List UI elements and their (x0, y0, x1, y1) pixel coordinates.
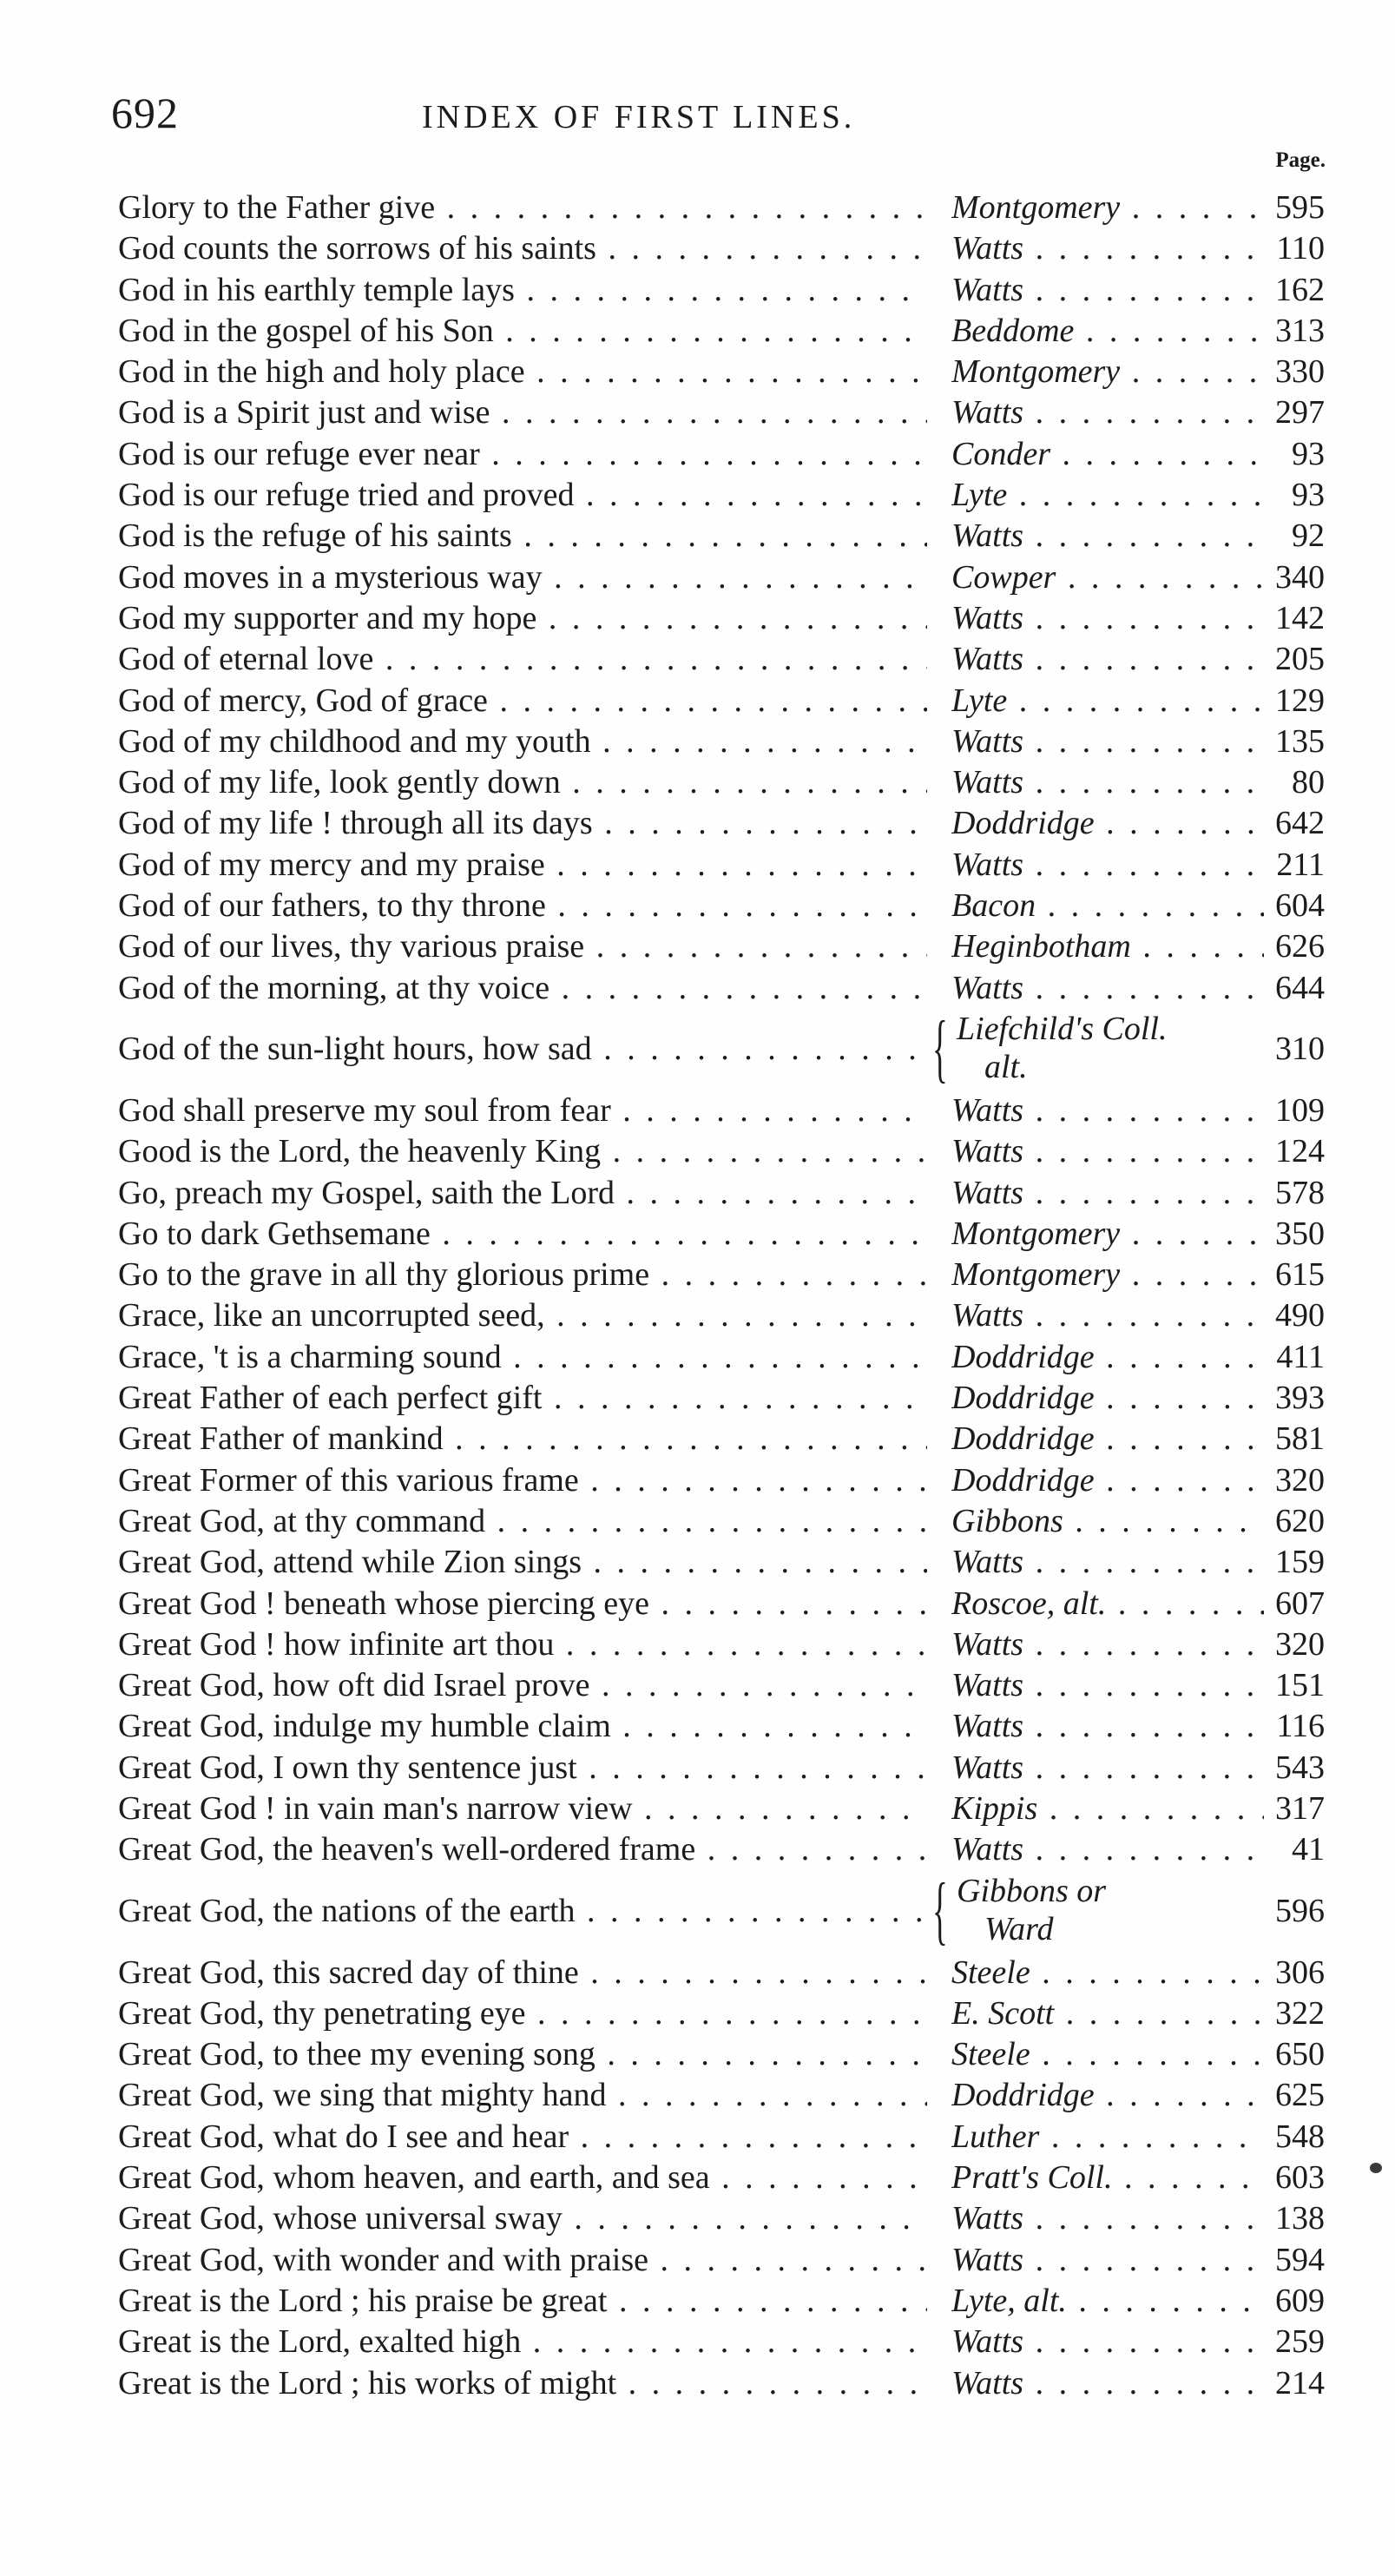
first-line-text: Great God, whom heaven, and earth, and sea . . . (118, 2158, 927, 2198)
index-entry (118, 516, 1325, 557)
first-line-text: God of my life, look gently down . . . (118, 762, 927, 803)
index-entries (118, 188, 1325, 2404)
page-reference: 116 (1276, 1708, 1325, 1745)
author-name: Luther . . . (951, 2117, 1264, 2158)
index-entry (118, 228, 1325, 269)
page-reference: 581 (1275, 1420, 1325, 1458)
page-reference: 211 (1276, 846, 1325, 883)
first-line-text: God in his earthly temple lays . . . (118, 270, 927, 311)
author-name: Montgomery . . . (951, 1255, 1264, 1295)
author-name: Doddridge . . . (951, 2075, 1264, 2116)
page-reference: 159 (1275, 1544, 1325, 1581)
page-column-label: Page. (1275, 148, 1326, 172)
first-line-text: God of my childhood and my youth . . . (118, 721, 927, 762)
page-reference: 297 (1275, 394, 1325, 432)
index-entry (118, 1953, 1325, 1993)
author-name: Watts . . . (951, 639, 1264, 680)
author-name: Doddridge . . . (951, 1460, 1264, 1501)
author-name: Watts . . . (951, 598, 1264, 639)
first-line-text: Great Former of this various frame . . . (118, 1460, 927, 1501)
index-entry (118, 1419, 1325, 1459)
author-name: Watts . . . (951, 968, 1264, 1009)
author-name: Lyte, alt. . . . (951, 2281, 1264, 2322)
page-reference: 41 (1292, 1831, 1325, 1868)
index-entry (118, 803, 1325, 844)
author-name: Lyte . . . (951, 475, 1264, 516)
index-entry (118, 1131, 1325, 1172)
index-entry (118, 762, 1325, 803)
index-entry (118, 1009, 1325, 1090)
author-name-line2: Ward (984, 1910, 1054, 1947)
author-name: Watts . . . (951, 2198, 1264, 2239)
page-reference: 644 (1275, 969, 1325, 1006)
index-entry (118, 1214, 1325, 1255)
index-entry (118, 557, 1325, 598)
page-reference: 142 (1275, 599, 1325, 636)
index-entry (118, 968, 1325, 1009)
page-reference: 259 (1275, 2323, 1325, 2361)
author-name: E. Scott . . . (951, 1993, 1264, 2034)
author-name: Pratt's Coll. . . . (951, 2158, 1264, 2198)
page-reference: 310 (1275, 1030, 1325, 1067)
page-reference: 594 (1275, 2241, 1325, 2278)
index-entry (118, 1789, 1325, 1829)
author-name: Doddridge . . . (951, 1337, 1264, 1378)
ink-spot (1370, 2163, 1382, 2173)
page-reference: 151 (1275, 1667, 1325, 1704)
page-reference: 317 (1275, 1789, 1325, 1827)
first-line-text: Great God ! beneath whose piercing eye . . . (118, 1584, 927, 1624)
author-name: Doddridge . . . (951, 803, 1264, 844)
author-name: Gibbons . . . (951, 1501, 1264, 1542)
index-entry (118, 352, 1325, 392)
page-reference: 322 (1275, 1994, 1325, 2032)
index-entry (118, 1378, 1325, 1419)
page-reference: 313 (1275, 312, 1325, 349)
page-reference: 138 (1275, 2200, 1325, 2237)
index-entry (118, 721, 1325, 762)
index-entry (118, 1624, 1325, 1665)
first-line-text: God moves in a mysterious way . . . (118, 557, 927, 598)
first-line-text: Great God, to thee my evening song . . . (118, 2034, 927, 2075)
first-line-text: God of eternal love . . . (118, 639, 927, 680)
first-line-text: God is the refuge of his saints . . . (118, 516, 927, 557)
index-entry (118, 1993, 1325, 2034)
first-line-text: Great God, we sing that mighty hand . . . (118, 2075, 927, 2116)
author-name: Beddome . . . (951, 311, 1264, 352)
page-reference: 650 (1275, 2036, 1325, 2073)
author-name: Conder . . . (951, 434, 1264, 475)
page-reference: 620 (1275, 1502, 1325, 1539)
index-entry (118, 2240, 1325, 2281)
index-entry (118, 639, 1325, 680)
author-name: Watts . . . (951, 721, 1264, 762)
author-name: Watts . . . (951, 1706, 1264, 1747)
index-entry (118, 598, 1325, 639)
author-name: Watts . . . (951, 1295, 1264, 1336)
first-line-text: Grace, like an uncorrupted seed, . . . (118, 1295, 927, 1336)
author-name: Watts . . . (951, 392, 1264, 433)
first-line-text: Great God, this sacred day of thine . . . (118, 1953, 927, 1993)
author-name: Watts . . . (951, 1665, 1264, 1706)
author-name: Watts . . . (951, 762, 1264, 803)
page-reference: 135 (1275, 722, 1325, 760)
first-line-text: Great God, with wonder and with praise . . . (118, 2240, 927, 2281)
author-name: Watts . . . (951, 2240, 1264, 2281)
brace-glyph: { (932, 1870, 948, 1953)
page-reference: 595 (1275, 189, 1325, 226)
author-name: Watts . . . (951, 845, 1264, 886)
index-entry (118, 2158, 1325, 2198)
author-name: Steele . . . (951, 1953, 1264, 1993)
first-line-text: God shall preserve my soul from fear . . . (118, 1090, 927, 1131)
first-line-text: Great God, indulge my humble claim . . . (118, 1706, 927, 1747)
index-entry (118, 1665, 1325, 1706)
author-name: Heginbotham . . . (951, 926, 1264, 967)
first-line-text: Great God, the heaven's well-ordered frame . . . (118, 1829, 927, 1870)
first-line-text: God is our refuge tried and proved . . . (118, 475, 927, 516)
author-name: Watts . . . (951, 2322, 1264, 2362)
page-reference: 162 (1275, 271, 1325, 308)
index-entry (118, 845, 1325, 886)
index-entry (118, 270, 1325, 311)
first-line-text: Great God, the nations of the earth . . . (118, 1891, 927, 1932)
author-name: Kippis . . . (951, 1789, 1264, 1829)
index-entry (118, 1706, 1325, 1747)
first-line-text: Great is the Lord, exalted high . . . (118, 2322, 927, 2362)
index-entry (118, 1829, 1325, 1870)
page-reference: 80 (1292, 764, 1325, 801)
first-line-text: God of our lives, thy various praise . . . (118, 926, 927, 967)
page-reference: 607 (1275, 1584, 1325, 1622)
author-name (932, 1009, 1262, 1090)
first-line-text: Good is the Lord, the heavenly King . . . (118, 1131, 927, 1172)
author-name (932, 1871, 1262, 1953)
index-entry (118, 681, 1325, 721)
running-title: INDEX OF FIRST LINES. (422, 99, 856, 135)
first-line-text: God in the gospel of his Son . . . (118, 311, 927, 352)
page-reference: 205 (1275, 641, 1325, 678)
page-reference: 603 (1275, 2159, 1325, 2197)
page-number: 692 (111, 89, 179, 137)
page-reference: 306 (1275, 1953, 1325, 1991)
first-line-text: Go to dark Gethsemane . . . (118, 1214, 927, 1255)
index-entry (118, 1295, 1325, 1336)
page-reference: 626 (1275, 928, 1325, 965)
index-entry (118, 392, 1325, 433)
page-reference: 609 (1275, 2282, 1325, 2319)
page-reference: 350 (1275, 1215, 1325, 1252)
page-reference: 92 (1292, 517, 1325, 555)
index-entry (118, 1871, 1325, 1953)
author-name: Watts . . . (951, 2363, 1264, 2404)
author-name: Watts . . . (951, 516, 1264, 557)
index-entry (118, 1501, 1325, 1542)
author-name: Lyte . . . (951, 681, 1264, 721)
author-name: Watts . . . (951, 270, 1264, 311)
page-reference: 596 (1275, 1892, 1325, 1929)
first-line-text: God of mercy, God of grace . . . (118, 681, 927, 721)
first-line-text: God of my life ! through all its days . . . (118, 803, 927, 844)
first-line-text: Great God ! in vain man's narrow view . . . (118, 1789, 927, 1829)
index-entry (118, 1748, 1325, 1789)
index-entry (118, 1255, 1325, 1295)
author-name: Watts . . . (951, 1542, 1264, 1583)
page-reference: 320 (1275, 1461, 1325, 1499)
index-entry (118, 2363, 1325, 2404)
page-reference: 109 (1275, 1091, 1325, 1129)
index-entry (118, 311, 1325, 352)
index-entry (118, 2117, 1325, 2158)
index-entry (118, 1173, 1325, 1214)
first-line-text: Great God, attend while Zion sings . . . (118, 1542, 927, 1583)
author-name: Montgomery . . . (951, 1214, 1264, 1255)
first-line-text: Grace, 't is a charming sound . . . (118, 1337, 927, 1378)
first-line-text: Great is the Lord ; his praise be great . . . (118, 2281, 927, 2322)
page-reference: 543 (1275, 1749, 1325, 1786)
page-reference: 604 (1275, 887, 1325, 925)
page-reference: 411 (1276, 1338, 1325, 1375)
index-entry (118, 2281, 1325, 2322)
index-entry (118, 886, 1325, 926)
page-reference: 578 (1275, 1174, 1325, 1211)
page-reference: 93 (1292, 435, 1325, 472)
author-name: Watts . . . (951, 1829, 1264, 1870)
author-name: Cowper . . . (951, 557, 1264, 598)
index-entry (118, 475, 1325, 516)
first-line-text: Great Father of each perfect gift . . . (118, 1378, 927, 1419)
author-name: Watts . . . (951, 228, 1264, 269)
index-entry (118, 1090, 1325, 1131)
index-entry (118, 2198, 1325, 2239)
first-line-text: Go to the grave in all thy glorious prime . . . (118, 1255, 927, 1295)
page-reference: 340 (1275, 558, 1325, 596)
page-reference: 214 (1275, 2364, 1325, 2401)
author-name: Bacon . . . (951, 886, 1264, 926)
first-line-text: God counts the sorrows of his saints . . . (118, 228, 927, 269)
author-name: Watts . . . (951, 1173, 1264, 1214)
author-name: Doddridge . . . (951, 1378, 1264, 1419)
first-line-text: God is our refuge ever near . . . (118, 434, 927, 475)
first-line-text: God in the high and holy place . . . (118, 352, 927, 392)
first-line-text: Great is the Lord ; his works of might . . . (118, 2363, 927, 2404)
page-reference: 548 (1275, 2118, 1325, 2155)
first-line-text: Great God, thy penetrating eye . . . (118, 1993, 927, 2034)
page-reference: 625 (1275, 2077, 1325, 2114)
page-reference: 110 (1276, 230, 1325, 267)
author-name: Steele . . . (951, 2034, 1264, 2075)
index-entry (118, 2075, 1325, 2116)
page-reference: 642 (1275, 805, 1325, 842)
author-name: Watts . . . (951, 1624, 1264, 1665)
index-entry (118, 1337, 1325, 1378)
first-line-text: Great God, I own thy sentence just . . . (118, 1748, 927, 1789)
author-name: Roscoe, alt. . . . (951, 1584, 1264, 1624)
author-name-line1: Gibbons or (957, 1872, 1107, 1909)
index-entry (118, 2034, 1325, 2075)
author-name-line1: Liefchild's Coll. (957, 1010, 1168, 1047)
author-name: Montgomery . . . (951, 352, 1264, 392)
first-line-text: Great God ! how infinite art thou . . . (118, 1624, 927, 1665)
first-line-text: Great God, whose universal sway . . . (118, 2198, 927, 2239)
author-name: Doddridge . . . (951, 1419, 1264, 1459)
author-name: Watts . . . (951, 1090, 1264, 1131)
index-entry (118, 188, 1325, 228)
first-line-text: Great Father of mankind . . . (118, 1419, 927, 1459)
page-reference: 320 (1275, 1625, 1325, 1663)
page-reference: 124 (1275, 1133, 1325, 1170)
index-entry (118, 2322, 1325, 2362)
index-entry (118, 1460, 1325, 1501)
page-reference: 393 (1275, 1380, 1325, 1417)
first-line-text: God of my mercy and my praise . . . (118, 845, 927, 886)
author-name: Watts . . . (951, 1131, 1264, 1172)
page-reference: 129 (1275, 682, 1325, 719)
first-line-text: Glory to the Father give . . . (118, 188, 927, 228)
page-reference: 615 (1275, 1256, 1325, 1294)
page-reference: 330 (1275, 353, 1325, 391)
page-reference: 490 (1275, 1297, 1325, 1334)
first-line-text: God of the morning, at thy voice . . . (118, 968, 927, 1009)
first-line-text: Go, preach my Gospel, saith the Lord . . . (118, 1173, 927, 1214)
index-entry (118, 926, 1325, 967)
page-reference: 93 (1292, 477, 1325, 514)
brace-glyph: { (932, 1008, 948, 1090)
index-entry (118, 1542, 1325, 1583)
first-line-text: God of the sun-light hours, how sad . . . (118, 1029, 927, 1070)
first-line-text: Great God, how oft did Israel prove . . . (118, 1665, 927, 1706)
first-line-text: Great God, at thy command . . . (118, 1501, 927, 1542)
author-name: Montgomery . . . (951, 188, 1264, 228)
first-line-text: Great God, what do I see and hear . . . (118, 2117, 927, 2158)
first-line-text: God of our fathers, to thy throne . . . (118, 886, 927, 926)
index-entry (118, 434, 1325, 475)
first-line-text: God my supporter and my hope . . . (118, 598, 927, 639)
index-entry (118, 1584, 1325, 1624)
author-name: Watts . . . (951, 1748, 1264, 1789)
first-line-text: God is a Spirit just and wise . . . (118, 392, 927, 433)
author-name-line2: alt. (984, 1048, 1028, 1085)
